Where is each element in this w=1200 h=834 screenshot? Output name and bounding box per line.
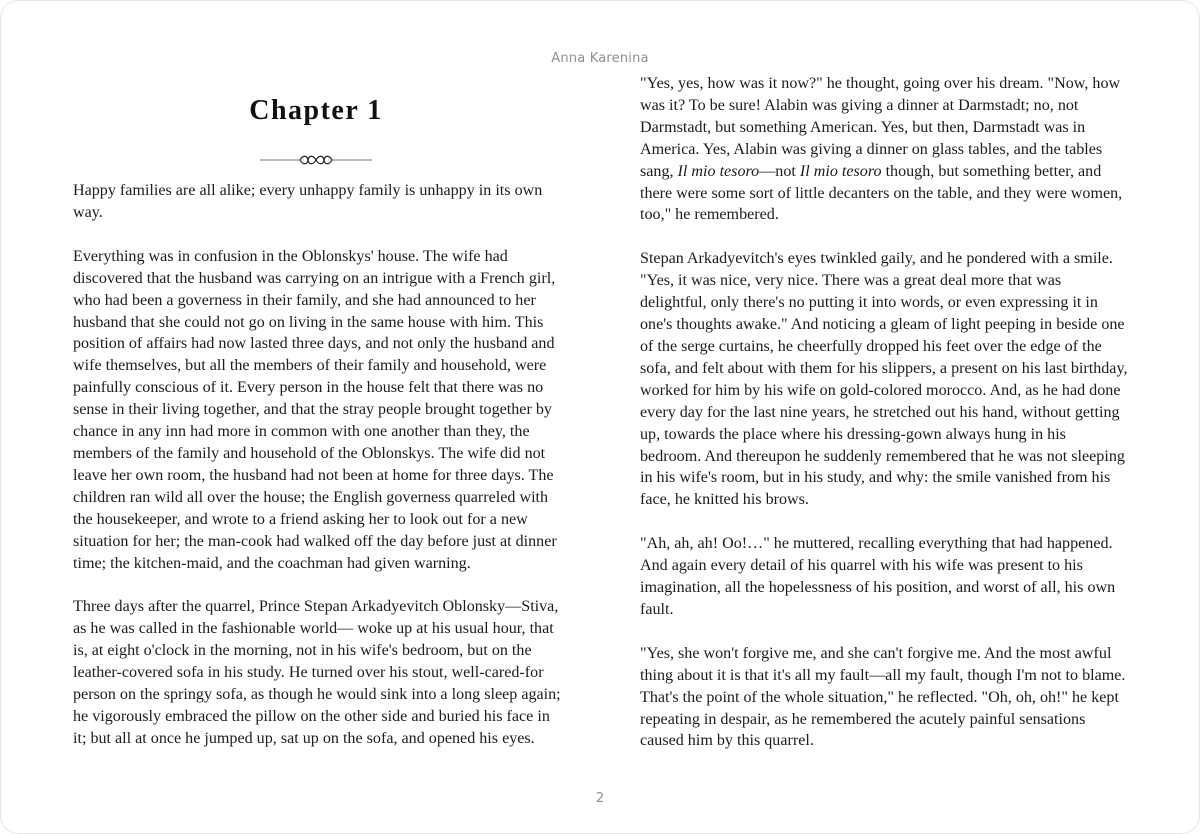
chapter-title: Chapter 1 [249, 95, 383, 126]
running-book-title: Anna Karenina [551, 51, 649, 66]
paragraph-confusion: Everything was in confusion in the Oblonskys' house. The wife had discovered that the husband was carrying on an intrigue with a French girl, who had been a governess in their family, and she had announced to her husband that she could not go on living in the same house with him. This position of affairs had now lasted three days, and not only the husband and wife themselves, but all the members of their family and household, were painfully conscious of it. Every person in the house felt that there was no sense in their living together, and that the stray people brought together by chance in any inn had more in common with one another than they, the members of the family and household of the Oblonskys. The wife did not leave her own room, the husband had not been at home for three days. The children ran wild all over the house; the English governess quarreled with the housekeeper, and wrote to a friend asking her to look out for a new situation for her; the man-cook had walked off the day before just at dinner time; the kitchen-maid, and the coachman had given warning. [73, 247, 557, 572]
paragraph-twinkled: Stepan Arkadyevitch's eyes twinkled gaily, and he pondered with a smile. "Yes, it was nice, very nice. There was a great deal more that was delightful, only there's no putting it into words, or even expressing it in one's thoughts awake." And noticing a gleam of light peeping in beside one of the serge curtains, he cheerfully dropped his feet over the edge of the sofa, and felt about with them for his slippers, a present on his last birthday, worked for him by his wife on gold-colored morocco. And, as he had done every day for the last nine years, he stretched out his hand, without getting up, towards the place where his dressing-gown always hung in his bedroom. And thereupon he suddenly remembered that he was not sleeping in his wife's room, but in his study, and why: the smile vanished from his face, he knitted his brows. [640, 250, 1128, 509]
paragraph-forgive: "Yes, she won't forgive me, and she can't forgive me. And the most awful thing about it is that it's all my fault—all my fault, though I'm not to blame. That's the point of the whole situation," he reflected. "Oh, oh, oh!" he kept repeating in despair, as he remembered the acutely painful sensations caused him by this quarrel. [640, 644, 1126, 750]
italic-title-1: Il mio tesoro [677, 162, 760, 180]
paragraph-opening: Happy families are all alike; every unhappy family is unhappy in its own way. [73, 182, 543, 221]
paragraph-muttered: "Ah, ah, ah! Oo!…" he muttered, recalling everything that had happened. And again every detail of his quarrel with his wife was present to his imagination, all the hopelessness of his position, and worst of all, his own fault. [640, 535, 1116, 618]
dream-text-part3: though, but something better, and there were some sort of little decanters on the table, and they were women, too," he remembered. [640, 162, 1123, 224]
page-number: 2 [595, 791, 605, 806]
paragraph-quarrel: Three days after the quarrel, Prince Stepan Arkadyevitch Oblonsky—Stiva, as he was called in the fashionable world— woke up at his usual hour, that is, at eight o'clock in the morning, not in his wife's bedroom, but on the leather-covered sofa in his study. He turned over his stout, well-cared-for person on the springy sofa, as though he would sink into a long sleep again; he vigorously embraced the pillow on the other side and buried his face in it; but all at once he jumped up, sat up on the sofa, and opened his eyes. [73, 598, 561, 747]
italic-title-2: Il mio tesoro [799, 162, 882, 180]
paragraph-dream [640, 73, 1130, 226]
flourish-divider-icon [256, 152, 376, 168]
dream-text-part2: —not [759, 162, 800, 180]
dream-text-part1: "Yes, yes, how was it now?" he thought, going over his dream. "Now, how was it? To be sure! Alabin was giving a dinner at Darmstadt; no, not Darmstadt, but something American. Yes, but then, Darmstadt was in America. Yes, Alabin was giving a dinner on glass tables, and the tables sang, [640, 75, 1121, 180]
right-text-column [640, 73, 1130, 774]
